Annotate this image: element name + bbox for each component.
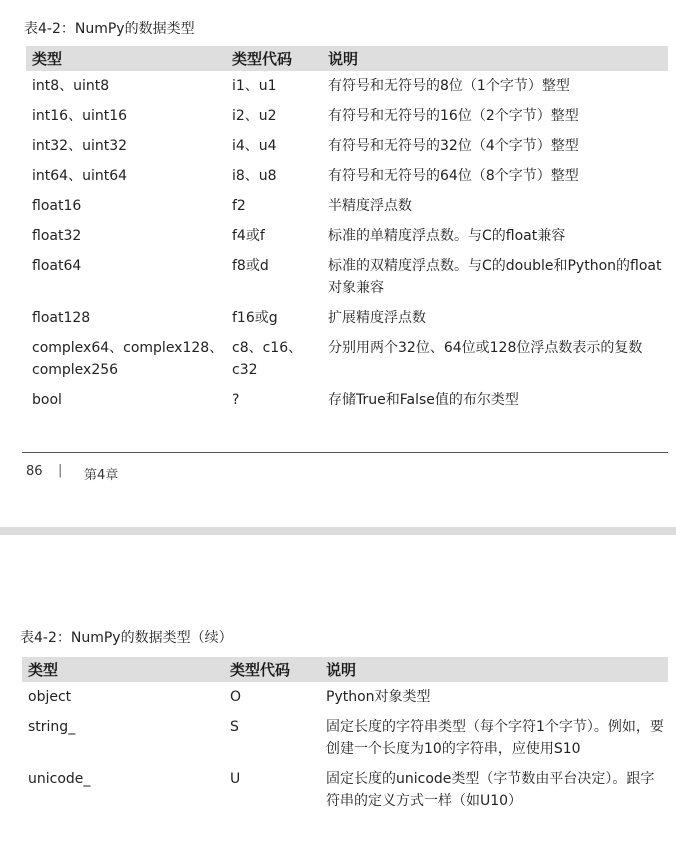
cell-type-code: U [230,771,241,787]
table-row [22,712,668,764]
header-description: 说明 [320,657,668,682]
header-description: 说明 [322,46,668,71]
cell-description: 半精度浮点数 [328,198,412,214]
footer-rule [22,452,668,453]
table-header-row [26,46,668,71]
table-row [26,251,668,303]
header-type-code: 类型代码 [226,46,322,71]
table-row [26,333,668,385]
dtype-table [26,46,668,415]
header-type: 类型 [22,657,224,682]
cell-type-code: f8或d [232,258,269,274]
cell-type: float16 [32,198,82,214]
cell-type: float128 [32,310,91,326]
chapter-label: 第4章 [84,468,119,483]
cell-type-code: S [230,719,239,735]
table-row [26,71,668,101]
cell-type: object [28,689,72,705]
table-row [22,682,668,712]
cell-type: int16、uint16 [32,108,128,124]
table-row [26,101,668,131]
cell-type-code: i1、u1 [232,78,277,94]
cell-description: 标准的单精度浮点数。与C的float兼容 [328,228,566,244]
table-row [26,191,668,221]
book-page-87 [0,535,676,854]
page-separator [0,527,676,535]
cell-type: complex64、complex128、complex256 [32,340,224,378]
cell-description: 扩展精度浮点数 [328,310,426,326]
table-row [26,131,668,161]
cell-type-code: f16或g [232,310,278,326]
cell-description: 固定长度的字符串类型（每个字符1个字节）。例如，要创建一个长度为10的字符串，应使用S10 [326,719,664,757]
table-row [26,385,668,415]
table-row [22,764,668,816]
cell-type-code: f4或f [232,228,265,244]
cell-type-code: i4、u4 [232,138,277,154]
cell-description: 分别用两个32位、64位或128位浮点数表示的复数 [328,340,643,356]
cell-type: int8、uint8 [32,78,110,94]
cell-description: 存储True和False值的布尔类型 [328,392,519,408]
page-number: 86 [26,464,43,479]
cell-type: float32 [32,228,82,244]
cell-type-code: c8、c16、c32 [232,340,303,378]
cell-description: 有符号和无符号的64位（8个字节）整型 [328,168,579,184]
cell-type-code: f2 [232,198,246,214]
cell-type: float64 [32,258,82,274]
cell-type: int64、uint64 [32,168,128,184]
cell-description: 有符号和无符号的8位（1个字节）整型 [328,78,570,94]
table-caption-continued: 表4-2：NumPy的数据类型（续） [20,630,233,646]
cell-type-code: i8、u8 [232,168,277,184]
cell-description: 有符号和无符号的32位（4个字节）整型 [328,138,579,154]
cell-type-code: ? [232,392,240,408]
table-row [26,221,668,251]
footer-separator: | [58,463,63,478]
cell-description: 固定长度的unicode类型（字节数由平台决定）。跟字符串的定义方式一样（如U10） [326,771,655,809]
cell-type: int32、uint32 [32,138,128,154]
table-row [26,161,668,191]
table-row [26,303,668,333]
dtype-table-continued [22,657,668,816]
cell-type-code: i2、u2 [232,108,277,124]
header-type: 类型 [26,46,226,71]
cell-type: unicode_ [28,771,91,787]
cell-type: bool [32,392,62,408]
table-caption: 表4-2：NumPy的数据类型 [24,21,195,37]
header-type-code: 类型代码 [224,657,320,682]
table-header-row [22,657,668,682]
cell-description: 有符号和无符号的16位（2个字节）整型 [328,108,579,124]
cell-type: string_ [28,719,76,735]
cell-description: 标准的双精度浮点数。与C的double和Python的float对象兼容 [328,258,662,296]
cell-description: Python对象类型 [326,689,431,705]
cell-type-code: O [230,689,242,705]
